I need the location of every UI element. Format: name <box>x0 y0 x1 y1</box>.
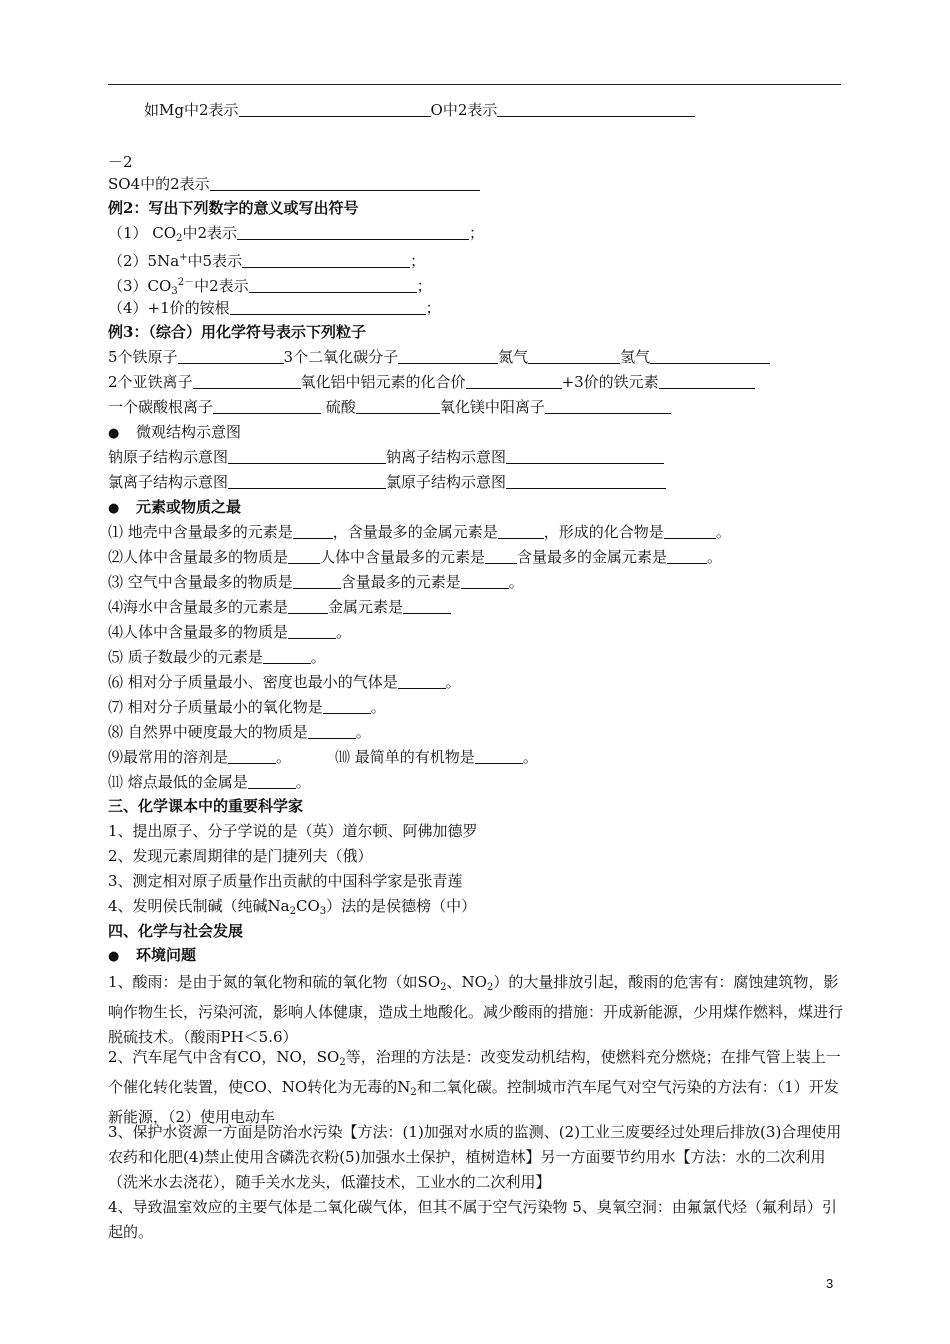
scientist-item: 2、发现元素周期律的是门捷列夫（俄） <box>108 847 373 865</box>
answer-blank[interactable] <box>659 373 755 389</box>
env-heading: ● 环境问题 <box>108 945 196 967</box>
section-3-title: 三、化学课本中的重要科学家 <box>108 797 304 815</box>
header-divider <box>108 84 841 85</box>
most-item: ⑷海水中含量最多的元素是 金属元素是 <box>108 597 451 617</box>
answer-blank[interactable] <box>398 673 446 689</box>
most-item: ⑺ 相对分子质量最小的氧化物是 。 <box>108 698 386 716</box>
micro-heading: ● 微观结构示意图 <box>108 422 241 444</box>
micro-row-1: 钠原子结构示意图 钠离子结构示意图 <box>108 447 664 467</box>
most-item: ⑾ 熔点最低的金属是 。 <box>108 773 311 791</box>
most-item: ⑵人体中含量最多的物质是 人体中含量最多的元素是 含量最多的金属元素是 。 <box>108 548 723 566</box>
most-item: ⑼最常用的溶剂是 。 ⑽ 最简单的有机物是 。 <box>108 748 538 766</box>
answer-blank[interactable] <box>667 548 707 564</box>
so4-label: SO4中的2表示 <box>108 175 210 193</box>
greenhouse-paragraph: 4、导致温室效应的主要气体是二氧化碳气体，但其不属于空气污染物 5、臭氧空洞：由氟氯代烃（氟利昂）引起的。 <box>108 1198 837 1241</box>
ex3-row-3: 一个碳酸根离子 硫酸 氧化镁中阳离子 <box>108 397 671 417</box>
answer-blank[interactable] <box>249 277 417 293</box>
answer-blank[interactable] <box>323 698 371 714</box>
so4-line <box>108 174 480 194</box>
section-4-title: 四、化学与社会发展 <box>108 922 244 940</box>
answer-blank[interactable] <box>466 373 562 389</box>
water-paragraph: 3、保护水资源一方面是防治水污染【方法：(1)加强对水质的监测、(2)工业三废要经过处理后排放(3)合理使用农药和化肥(4)禁止使用含磷洗衣粉(5)加强水土保护，植树造林】另一方面要节约用水【方法：水的二次利用（洗米水去浇花），随手关水龙头，低灌技术，工业水的二次利用】 <box>108 1123 842 1191</box>
answer-blank[interactable] <box>398 348 498 364</box>
ex2-q2: （2）5Na+中5表示 ； <box>108 252 426 270</box>
o-label: O中2表示 <box>430 101 498 119</box>
answer-blank[interactable] <box>528 348 620 364</box>
answer-blank[interactable] <box>178 348 284 364</box>
bullet-icon: ● <box>108 949 120 964</box>
most-item: ⑹ 相对分子质量最小、密度也最小的气体是 。 <box>108 673 461 691</box>
micro-row-2: 氯离子结构示意图 氯原子结构示意图 <box>108 472 666 492</box>
answer-blank[interactable] <box>228 473 386 489</box>
answer-blank[interactable] <box>293 573 341 589</box>
valence-line <box>144 100 695 120</box>
most-item: ⑷人体中含量最多的物质是 。 <box>108 623 352 641</box>
answer-blank[interactable] <box>461 573 509 589</box>
answer-blank[interactable] <box>506 448 664 464</box>
ex2-q3: $(3)CO_3^{2-}$中2表示 ； <box>108 277 432 297</box>
answer-blank[interactable] <box>228 748 276 764</box>
answer-blank[interactable] <box>242 252 410 268</box>
scientist-item: 4、发明侯氏制碱（纯碱$Na_2CO_3$）法的是侯德榜（中） <box>108 897 477 917</box>
scientist-item: 1、提出原子、分子学说的是（英）道尔顿、阿佛加德罗 <box>108 822 478 840</box>
answer-blank[interactable] <box>308 723 356 739</box>
answer-blank[interactable] <box>228 448 386 464</box>
answer-blank[interactable] <box>213 398 321 414</box>
acid-rain-paragraph: 1、酸雨：是由于氮的氧化物和硫的氧化物（如$SO_2$、$NO_2$）的大量排放引起，酸雨的危害有：腐蚀建筑物，影响作物生长，污染河流，影响人体健康，造成土地酸化。减少酸雨的措施：开成新能源，少用煤作燃料，煤进行脱硫技术。（酸雨PH＜5.6） <box>108 973 844 1046</box>
answer-blank[interactable] <box>506 473 666 489</box>
answer-blank[interactable] <box>485 548 517 564</box>
answer-blank[interactable] <box>230 299 426 315</box>
ex2-q1: （1） $CO_2$中2表示 ； <box>108 224 485 244</box>
example-2-title: 例2：写出下列数字的意义或写出符号 <box>108 199 359 217</box>
answer-blank[interactable] <box>403 598 451 614</box>
answer-blank[interactable] <box>210 175 480 191</box>
ex3-row-2: 2个亚铁离子 氧化铝中铝元素的化合价 +3价的铁元素 <box>108 372 755 392</box>
bullet-icon: ● <box>108 426 120 441</box>
scientist-item: 3、测定相对原子质量作出贡献的中国科学家是张青莲 <box>108 872 463 890</box>
answer-blank[interactable] <box>237 224 469 240</box>
most-item: ⑻ 自然界中硬度最大的物质是 。 <box>108 723 371 741</box>
example-3-title: 例3：（综合）用化学符号表示下列粒子 <box>108 323 366 341</box>
most-heading: ● 元素或物质之最 <box>108 497 241 519</box>
answer-blank[interactable] <box>498 523 544 539</box>
answer-blank[interactable] <box>288 598 328 614</box>
valence-charge: －2 <box>108 153 133 171</box>
most-item: ⑸ 质子数最少的元素是 。 <box>108 648 326 666</box>
answer-blank[interactable] <box>545 398 671 414</box>
answer-blank[interactable] <box>650 348 770 364</box>
answer-blank[interactable] <box>293 523 333 539</box>
answer-blank[interactable] <box>288 623 336 639</box>
answer-blank[interactable] <box>356 398 440 414</box>
most-item: ⑶ 空气中含量最多的物质是 含量最多的元素是 。 <box>108 573 524 591</box>
answer-blank[interactable] <box>193 373 301 389</box>
exhaust-paragraph: 2、汽车尾气中含有CO，NO，$SO_2$等，治理的方法是：改变发动机结构，使燃料充分燃烧；在排气管上装上一个催化转化装置，使CO、NO转化为无毒的$N_2$和二氧化碳。控制城市汽车尾气对空气污染的方法有：（1）开发新能源，（2）使用电动车 <box>108 1048 841 1126</box>
most-item: ⑴ 地壳中含量最多的元素是 ，含量最多的金属元素是 ，形成的化合物是 。 <box>108 523 731 541</box>
ex2-q4: （4）+1价的铵根 ； <box>108 299 441 317</box>
answer-blank[interactable] <box>497 101 695 117</box>
page-number: 3 <box>826 1276 834 1291</box>
answer-blank[interactable] <box>664 523 716 539</box>
answer-blank[interactable] <box>248 773 296 789</box>
answer-blank[interactable] <box>288 548 320 564</box>
bullet-icon: ● <box>108 501 120 516</box>
ex3-row-1: 5个铁原子 3个二氧化碳分子 氮气 氢气 <box>108 347 770 367</box>
answer-blank[interactable] <box>475 748 523 764</box>
answer-blank[interactable] <box>263 648 311 664</box>
mg-label: 如Mg中2表示 <box>144 101 239 119</box>
answer-blank[interactable] <box>239 101 431 117</box>
